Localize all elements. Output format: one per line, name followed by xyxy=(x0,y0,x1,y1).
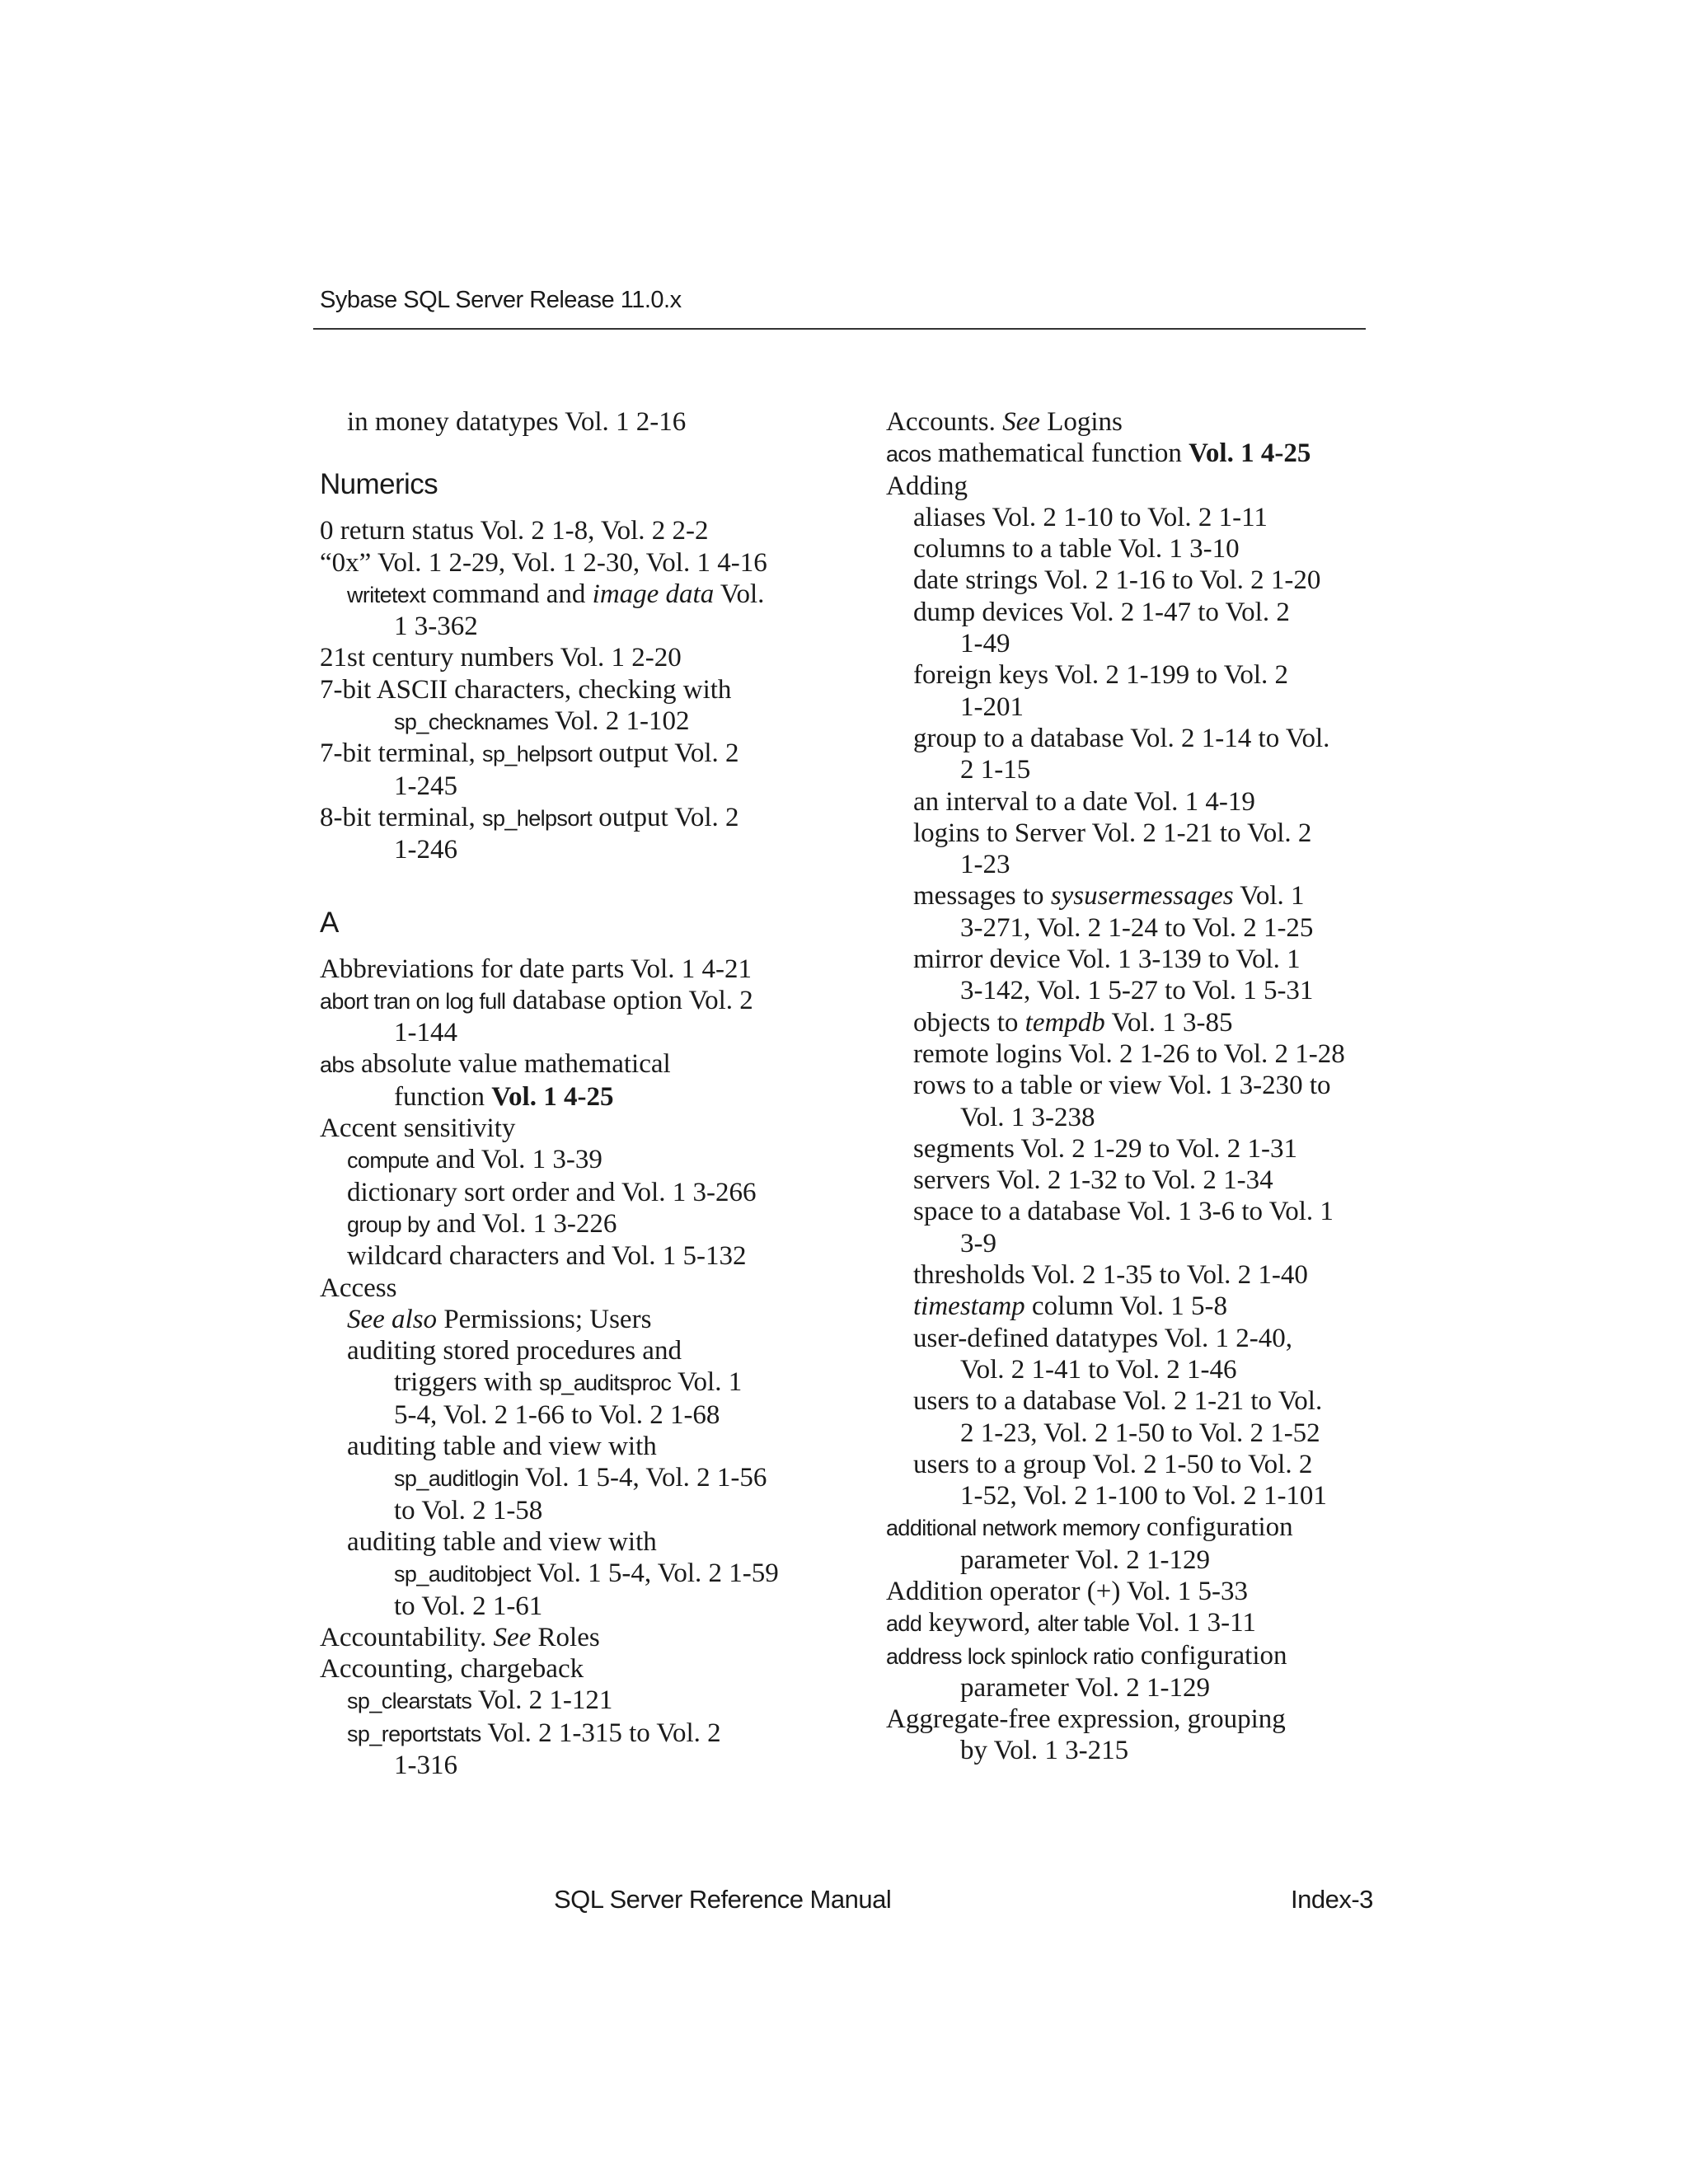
index-subentry: compute and Vol. 1 3-39 xyxy=(347,1145,603,1175)
section-heading-a: A xyxy=(320,906,339,939)
footer-manual-title: SQL Server Reference Manual xyxy=(554,1885,892,1914)
index-subentry: date strings Vol. 2 1-16 to Vol. 2 1-20 xyxy=(913,565,1321,596)
index-continuation: 3-9 xyxy=(960,1228,996,1258)
index-entry: abort tran on log full database option Vol. 2 xyxy=(320,985,753,1015)
index-entry: additional network memory configuration xyxy=(886,1512,1293,1543)
keyword: writetext xyxy=(347,582,426,607)
index-subentry: objects to tempdb Vol. 1 3-85 xyxy=(913,1007,1233,1038)
index-entry: 8-bit terminal, sp_helpsort output Vol. 2 xyxy=(320,802,739,832)
index-column-right xyxy=(886,406,1397,1767)
index-subentry: servers Vol. 2 1-32 to Vol. 2 1-34 xyxy=(913,1165,1273,1196)
index-continuation: parameter Vol. 2 1-129 xyxy=(960,1544,1211,1575)
index-subentry: mirror device Vol. 1 3-139 to Vol. 1 xyxy=(913,944,1301,975)
index-continuation: 2 1-15 xyxy=(960,755,1031,785)
index-entry: Addition operator (+) Vol. 1 5-33 xyxy=(886,1576,1249,1606)
index-subentry: rows to a table or view Vol. 1 3-230 to xyxy=(913,1071,1331,1101)
index-continuation: to Vol. 2 1-58 xyxy=(394,1495,543,1526)
index-entry: acos mathematical function Vol. 1 4-25 xyxy=(886,438,1311,469)
index-subentry: space to a database Vol. 1 3-6 to Vol. 1 xyxy=(913,1197,1334,1227)
index-subentry: writetext command and image data Vol. xyxy=(347,579,765,609)
keyword: sp_helpsort xyxy=(482,805,593,831)
index-subentry: columns to a table Vol. 1 3-10 xyxy=(913,534,1240,565)
index-continuation: 1-245 xyxy=(394,771,457,801)
index-entry: 7-bit terminal, sp_helpsort output Vol. 2 xyxy=(320,738,739,769)
index-subentry: users to a database Vol. 2 1-21 to Vol. xyxy=(913,1386,1323,1417)
keyword: additional network memory xyxy=(886,1516,1140,1541)
index-continuation: 1 3-362 xyxy=(394,612,478,642)
index-entry: in money datatypes Vol. 1 2-16 xyxy=(347,407,687,437)
keyword: sp_auditobject xyxy=(394,1562,531,1587)
keyword: compute xyxy=(347,1148,429,1174)
index-entry: Access xyxy=(320,1272,397,1303)
keyword: add xyxy=(886,1611,922,1637)
keyword: sp_checknames xyxy=(394,710,549,735)
header-rule xyxy=(313,328,1366,330)
index-continuation: sp_auditlogin Vol. 1 5-4, Vol. 2 1-56 xyxy=(394,1463,767,1493)
keyword: address lock spinlock ratio xyxy=(886,1643,1134,1669)
index-continuation: sp_auditobject Vol. 1 5-4, Vol. 2 1-59 xyxy=(394,1558,779,1589)
index-subentry: auditing table and view with xyxy=(347,1432,657,1462)
keyword: group by xyxy=(347,1212,430,1237)
index-entry: address lock spinlock ratio configuration xyxy=(886,1640,1287,1671)
index-entry: Aggregate-free expression, grouping xyxy=(886,1704,1286,1735)
index-entry: abs absolute value mathematical xyxy=(320,1049,671,1080)
index-continuation: Vol. 1 3-238 xyxy=(960,1102,1095,1132)
index-entry: Accounting, chargeback xyxy=(320,1654,584,1685)
index-entry: 7-bit ASCII characters, checking with xyxy=(320,674,732,705)
keyword: alter table xyxy=(1037,1611,1130,1637)
index-entry: Accountability. See Roles xyxy=(320,1622,600,1652)
index-entry: Accounts. See Logins xyxy=(886,407,1123,437)
index-subentry: timestamp column Vol. 1 5-8 xyxy=(913,1291,1228,1322)
index-entry: 21st century numbers Vol. 1 2-20 xyxy=(320,643,682,673)
index-continuation: 1-246 xyxy=(394,835,457,865)
index-subentry: user-defined datatypes Vol. 1 2-40, xyxy=(913,1323,1293,1353)
index-continuation: sp_checknames Vol. 2 1-102 xyxy=(394,706,690,737)
index-subentry: logins to Server Vol. 2 1-21 to Vol. 2 xyxy=(913,818,1312,848)
index-continuation: 1-52, Vol. 2 1-100 to Vol. 2 1-101 xyxy=(960,1481,1327,1511)
index-entry: 0 return status Vol. 2 1-8, Vol. 2 2-2 xyxy=(320,516,709,546)
index-continuation: 3-142, Vol. 1 5-27 to Vol. 1 5-31 xyxy=(960,976,1314,1006)
index-continuation: triggers with sp_auditsproc Vol. 1 xyxy=(394,1367,743,1398)
index-subentry: auditing stored procedures and xyxy=(347,1336,682,1366)
index-continuation: function Vol. 1 4-25 xyxy=(394,1081,614,1112)
index-entry: Accent sensitivity xyxy=(320,1113,516,1144)
section-heading-numerics: Numerics xyxy=(320,468,438,501)
index-subentry: thresholds Vol. 2 1-35 to Vol. 2 1-40 xyxy=(913,1260,1308,1291)
index-continuation: 1-144 xyxy=(394,1018,457,1048)
index-subentry: aliases Vol. 2 1-10 to Vol. 2 1-11 xyxy=(913,502,1268,532)
index-entry: “0x” Vol. 1 2-29, Vol. 1 2-30, Vol. 1 4-16 xyxy=(320,547,767,578)
index-continuation: 1-201 xyxy=(960,691,1024,722)
index-subentry: group by and Vol. 1 3-226 xyxy=(347,1208,617,1239)
index-subentry: sp_reportstats Vol. 2 1-315 to Vol. 2 xyxy=(347,1718,721,1748)
index-column-left xyxy=(320,406,831,1781)
index-subentry: dictionary sort order and Vol. 1 3-266 xyxy=(347,1177,757,1207)
running-header: Sybase SQL Server Release 11.0.x xyxy=(320,287,682,313)
keyword: sp_helpsort xyxy=(482,742,593,767)
keyword: sp_reportstats xyxy=(347,1721,481,1746)
index-subentry: wildcard characters and Vol. 1 5-132 xyxy=(347,1241,747,1272)
index-subentry: See also Permissions; Users xyxy=(347,1304,652,1334)
index-continuation: 1-316 xyxy=(394,1750,457,1780)
index-continuation: 2 1-23, Vol. 2 1-50 to Vol. 2 1-52 xyxy=(960,1418,1320,1448)
index-continuation: 1-23 xyxy=(960,850,1010,880)
index-subentry: segments Vol. 2 1-29 to Vol. 2 1-31 xyxy=(913,1133,1298,1164)
index-continuation: parameter Vol. 2 1-129 xyxy=(960,1672,1211,1703)
index-subentry: auditing table and view with xyxy=(347,1526,657,1557)
keyword: sp_auditsproc xyxy=(538,1371,672,1396)
index-continuation: 1-49 xyxy=(960,629,1010,659)
index-subentry: sp_clearstats Vol. 2 1-121 xyxy=(347,1685,613,1716)
index-continuation: to Vol. 2 1-61 xyxy=(394,1591,543,1621)
index-subentry: an interval to a date Vol. 1 4-19 xyxy=(913,786,1255,817)
index-subentry: users to a group Vol. 2 1-50 to Vol. 2 xyxy=(913,1449,1313,1479)
index-subentry: messages to sysusermessages Vol. 1 xyxy=(913,881,1305,912)
index-subentry: foreign keys Vol. 2 1-199 to Vol. 2 xyxy=(913,660,1288,691)
index-subentry: remote logins Vol. 2 1-26 to Vol. 2 1-28 xyxy=(913,1038,1345,1069)
keyword: sp_clearstats xyxy=(347,1689,472,1714)
index-subentry: group to a database Vol. 2 1-14 to Vol. xyxy=(913,723,1330,753)
page-number: Index-3 xyxy=(1291,1885,1373,1914)
keyword: acos xyxy=(886,442,931,467)
index-continuation: Vol. 2 1-41 to Vol. 2 1-46 xyxy=(960,1354,1237,1385)
index-entry: add keyword, alter table Vol. 1 3-11 xyxy=(886,1608,1256,1638)
index-continuation: by Vol. 1 3-215 xyxy=(960,1736,1129,1766)
keyword: abs xyxy=(320,1052,354,1078)
keyword: sp_auditlogin xyxy=(394,1466,519,1492)
index-continuation: 3-271, Vol. 2 1-24 to Vol. 2 1-25 xyxy=(960,912,1314,943)
keyword: abort tran on log full xyxy=(320,988,506,1014)
index-entry: Adding xyxy=(886,471,968,501)
index-entry: Abbreviations for date parts Vol. 1 4-21 xyxy=(320,954,752,984)
index-subentry: dump devices Vol. 2 1-47 to Vol. 2 xyxy=(913,597,1290,627)
index-continuation: 5-4, Vol. 2 1-66 to Vol. 2 1-68 xyxy=(394,1399,720,1430)
